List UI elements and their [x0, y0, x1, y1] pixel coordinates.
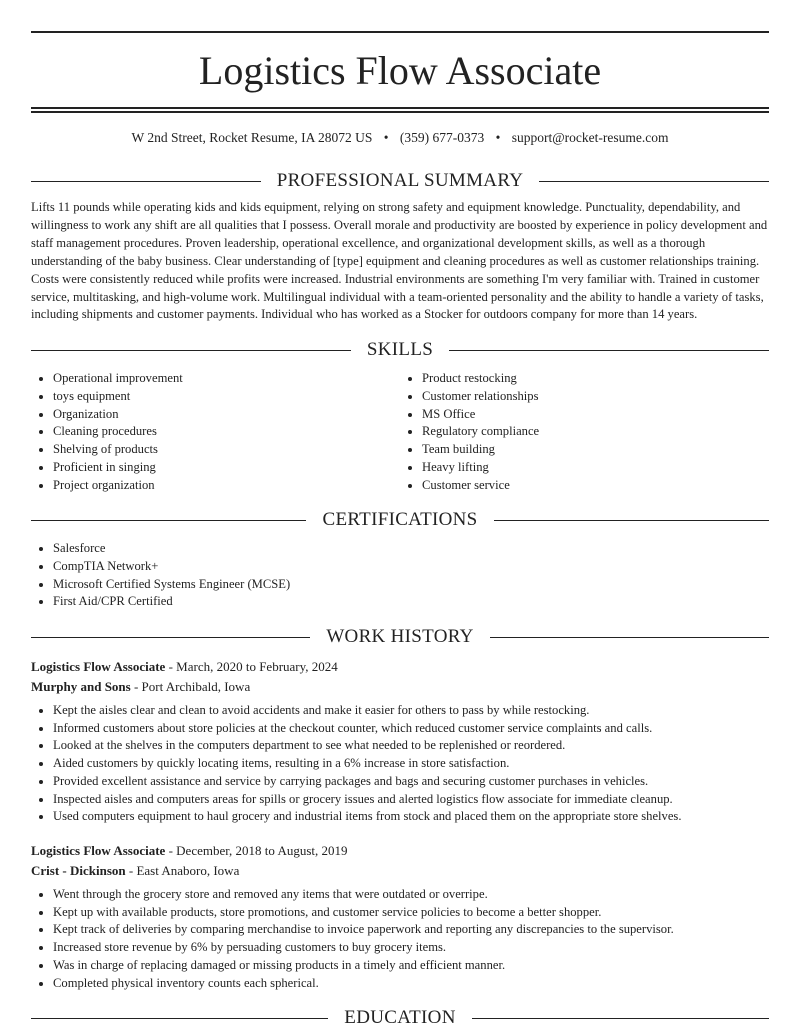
heading-rule: [494, 520, 769, 521]
certifications-title: CERTIFICATIONS: [322, 509, 478, 531]
contact-separator: •: [495, 130, 501, 145]
job-bullet: • Used computers equipment to haul grocery and industrial items from stock and placed them on the appropriate store shelves.: [53, 808, 769, 826]
work-history-heading: [31, 625, 769, 649]
heading-rule: [31, 350, 351, 351]
job-entry: [31, 841, 769, 992]
heading-rule: [31, 1018, 328, 1019]
job-bullet: • Looked at the shelves in the computers department to see what needed to be replenished or reordered.: [53, 737, 769, 755]
certifications-heading: [31, 508, 769, 532]
contact-address: W 2nd Street, Rocket Resume, IA 28072 US: [131, 130, 373, 145]
resume-page: [31, 0, 769, 1030]
job-location: - Port Archibald, Iowa: [130, 678, 251, 694]
heading-rule: [490, 637, 769, 638]
skill-item: • Heavy lifting: [422, 459, 769, 477]
certifications-list: [31, 540, 769, 611]
summary-text: Lifts 11 pounds while operating kids and kids equipment, relying on strong safety and equipment knowledge. Punctuality, dependability, and willingness to work any shift are all qualities that I possess. Overall morale and productivity are boosted by experience in policy development and staff management procedures. Proven leadership, operational excellence, and organizational development skills, as well as a thorough understanding of the baby business. Clear understanding of [type] equipment and cleaning procedures as well as customer relationships training. Costs were consistently reduced while profits were increased. Industrial environments are something I'm very familiar with. Trained in customer service, multitasking, and high-volume work. Multilingual individual with a team-oriented personality and the ability to handle a variety of tasks, including shipments and customer payments. Individual who has worked as a Stocker for outdoors company for more than 14 years.: [31, 200, 768, 322]
certification-item: • First Aid/CPR Certified: [53, 593, 769, 611]
heading-rule: [31, 520, 306, 521]
skills-column-left: [31, 370, 400, 494]
certification-item: • Salesforce: [53, 540, 769, 558]
summary-title: PROFESSIONAL SUMMARY: [276, 170, 524, 191]
skill-item: • Team building: [422, 441, 769, 459]
job-bullet: • Inspected aisles and computers areas for spills or grocery issues and alerted logistics flow associate for immediate cleanup.: [53, 791, 769, 809]
skill-item: • toys equipment: [53, 388, 400, 406]
heading-rule: [31, 181, 261, 182]
double-rule: [31, 107, 769, 113]
job-company-line: [31, 861, 769, 881]
work-history-title: WORK HISTORY: [326, 626, 474, 648]
skill-item: • Customer relationships: [422, 388, 769, 406]
skill-item: • Customer service: [422, 477, 769, 495]
heading-rule: [539, 181, 769, 182]
skill-item: • Operational improvement: [53, 370, 400, 388]
job-bullet: • Kept track of deliveries by comparing merchandise to invoice paperwork and reporting any discrepancies to the supervisor.: [53, 921, 769, 939]
job-company-line: [31, 677, 769, 697]
job-dates: - December, 2018 to August, 2019: [165, 843, 348, 858]
heading-rule: [449, 350, 769, 351]
skill-item: • Regulatory compliance: [422, 423, 769, 441]
certification-item: • Microsoft Certified Systems Engineer (MCSE): [53, 576, 769, 594]
job-bullet: • Kept the aisles clear and clean to avoid accidents and make it easier for others to pass by while restocking.: [53, 702, 769, 720]
job-location: - East Anaboro, Iowa: [125, 862, 240, 878]
job-bullet: • Aided customers by quickly locating items, resulting in a 6% increase in store satisfaction.: [53, 755, 769, 773]
job-title-line: [31, 657, 769, 677]
skills-title: SKILLS: [366, 339, 434, 361]
job-bullets: [31, 886, 769, 992]
contact-email: support@rocket-resume.com: [511, 130, 669, 145]
skill-item: • Organization: [53, 406, 400, 424]
skill-item: • Proficient in singing: [53, 459, 400, 477]
job-dates: - March, 2020 to February, 2024: [165, 659, 338, 675]
job-company: Crist - Dickinson: [31, 862, 126, 878]
skills-column-right: [400, 370, 769, 494]
job-bullet: • Went through the grocery store and removed any items that were outdated or overripe.: [53, 886, 769, 904]
candidate-name: Logistics Flow Associate: [198, 48, 602, 93]
heading-rule: [31, 637, 310, 638]
job-title-line: [31, 841, 769, 861]
education-title: EDUCATION: [344, 1007, 456, 1029]
job-bullet: • Informed customers about store policies at the checkout counter, which reduced customer service complaints and calls.: [53, 720, 769, 738]
job-bullet: • Was in charge of replacing damaged or missing products in a timely and efficient manner.: [53, 957, 769, 975]
contact-separator: •: [383, 130, 389, 145]
skill-item: • Shelving of products: [53, 441, 400, 459]
skills-heading: [31, 338, 769, 362]
heading-rule: [472, 1018, 769, 1019]
contact-phone: (359) 677-0373: [399, 130, 485, 145]
education-heading: [31, 1006, 769, 1030]
job-title: Logistics Flow Associate: [31, 659, 166, 675]
job-bullet: • Provided excellent assistance and service by carrying packages and bags and securing customer purchases in vehicles.: [53, 773, 769, 791]
certification-item: • CompTIA Network+: [53, 558, 769, 576]
skills-list: [31, 370, 769, 494]
contact-line: [31, 129, 769, 147]
job-entry: [31, 657, 769, 826]
job-company: Murphy and Sons: [31, 678, 131, 694]
job-title: Logistics Flow Associate: [31, 843, 166, 858]
skill-item: • Product restocking: [422, 370, 769, 388]
job-bullet: • Increased store revenue by 6% by persuading customers to buy grocery items.: [53, 939, 769, 957]
top-rule: [31, 31, 769, 33]
skill-item: • Project organization: [53, 477, 400, 495]
summary-heading: [31, 169, 769, 193]
skill-item: • MS Office: [422, 406, 769, 424]
skill-item: • Cleaning procedures: [53, 423, 400, 441]
job-bullets: [31, 702, 769, 826]
job-bullet: • Kept up with available products, store promotions, and customer service policies to become a better shopper.: [53, 904, 769, 922]
job-bullet: • Completed physical inventory counts each spherical.: [53, 975, 769, 993]
